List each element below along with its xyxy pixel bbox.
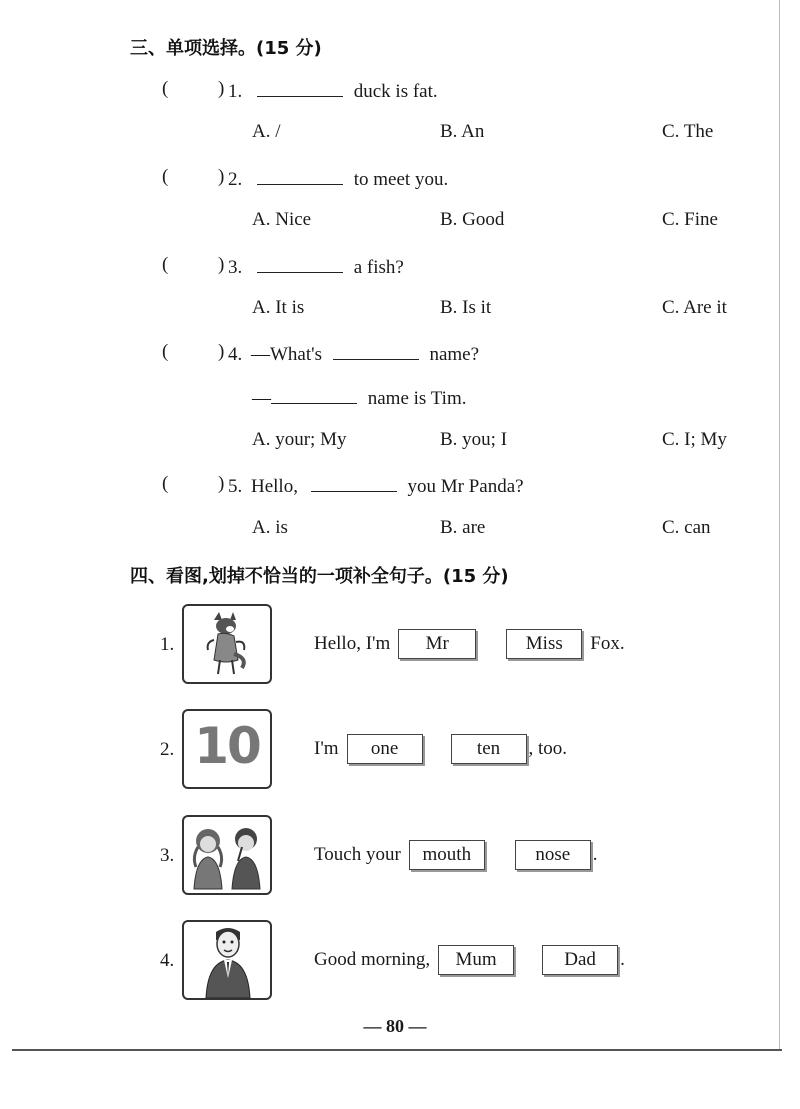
- question-1: [228, 78, 438, 103]
- sentence-end: .: [620, 949, 625, 970]
- option-b: B. are: [440, 517, 486, 538]
- two-children-picture: [182, 815, 272, 895]
- choice-box-mouth[interactable]: mouth: [409, 840, 485, 870]
- question-text: name is Tim.: [367, 388, 467, 409]
- dialog-dash: —: [252, 388, 271, 409]
- sentence-end: .: [592, 844, 598, 865]
- question-text: a fish?: [353, 257, 404, 278]
- choice-box-mum[interactable]: Mum: [438, 945, 514, 975]
- answer-blank[interactable]: [333, 341, 419, 360]
- answer-paren-close-4: ): [218, 341, 225, 362]
- question-5: [228, 473, 524, 498]
- number-ten-graphic: 10: [194, 717, 260, 775]
- answer-paren-open-3: (: [162, 254, 169, 275]
- page-edge-line: [779, 0, 780, 1050]
- section4-title: 四、看图,划掉不恰当的一项补全句子。(15 分): [130, 566, 509, 587]
- answer-blank[interactable]: [271, 385, 357, 404]
- option-a: A. is: [252, 517, 288, 538]
- option-a: A. It is: [252, 297, 305, 318]
- answer-blank[interactable]: [311, 473, 397, 492]
- sentence-text: Good morning,: [314, 949, 431, 970]
- item-number: 1.: [160, 634, 175, 655]
- option-a: A. your; My: [252, 429, 347, 450]
- man-picture: [182, 920, 272, 1000]
- question-text-before: —What's: [251, 344, 322, 365]
- question-text: name?: [429, 344, 480, 365]
- option-a: A. /: [252, 121, 281, 142]
- question-text: duck is fat.: [353, 81, 438, 102]
- man-icon: [184, 922, 270, 998]
- sentence-text: Touch your: [314, 844, 401, 865]
- item-2-sentence: [314, 734, 567, 764]
- answer-paren-close-5: ): [218, 473, 225, 494]
- choice-box-dad[interactable]: Dad: [542, 945, 618, 975]
- option-c: C. The: [662, 121, 714, 142]
- answer-paren-open-2: (: [162, 166, 169, 187]
- choice-box-miss[interactable]: Miss: [506, 629, 582, 659]
- option-c: C. Are it: [662, 297, 727, 318]
- option-a: A. Nice: [252, 209, 312, 230]
- number-ten-picture: [182, 709, 272, 789]
- option-b: B. Good: [440, 209, 505, 230]
- question-number: 3.: [228, 257, 243, 278]
- sentence-text: I'm: [314, 738, 339, 759]
- question-text-before: Hello,: [251, 476, 298, 497]
- answer-paren-close-1: ): [218, 78, 225, 99]
- sentence-text: Hello, I'm: [314, 633, 391, 654]
- sentence-end: Fox.: [590, 633, 625, 654]
- answer-paren-open-5: (: [162, 473, 169, 494]
- choice-box-mr[interactable]: Mr: [398, 629, 476, 659]
- option-c: C. I; My: [662, 429, 727, 450]
- option-b: B. An: [440, 121, 485, 142]
- item-1-sentence: [314, 629, 625, 659]
- answer-blank[interactable]: [257, 254, 343, 273]
- fox-picture: [182, 604, 272, 684]
- option-b: B. you; I: [440, 429, 508, 450]
- answer-paren-open-4: (: [162, 341, 169, 362]
- sentence-end: , too.: [528, 738, 568, 759]
- question-2: [228, 166, 448, 191]
- question-number: 2.: [228, 169, 243, 190]
- answer-paren-open-1: (: [162, 78, 169, 99]
- choice-box-nose[interactable]: nose: [515, 840, 591, 870]
- option-b: B. Is it: [440, 297, 492, 318]
- footer-divider: [12, 1049, 782, 1051]
- question-4-line2: [252, 385, 466, 410]
- question-text: you Mr Panda?: [407, 476, 524, 497]
- question-3: [228, 254, 404, 279]
- fox-icon: [184, 606, 270, 682]
- children-icon: [184, 817, 270, 893]
- option-c: C. Fine: [662, 209, 718, 230]
- item-number: 4.: [160, 950, 175, 971]
- item-number: 2.: [160, 739, 175, 760]
- section3-title: 三、单项选择。(15 分): [130, 38, 322, 59]
- item-3-sentence: [314, 840, 598, 870]
- answer-paren-close-3: ): [218, 254, 225, 275]
- choice-box-ten[interactable]: ten: [451, 734, 527, 764]
- item-4-sentence: [314, 945, 625, 975]
- question-number: 1.: [228, 81, 243, 102]
- page-number: — 80 —: [363, 1016, 427, 1036]
- answer-blank[interactable]: [257, 78, 343, 97]
- item-number: 3.: [160, 845, 175, 866]
- question-number: 4.: [228, 344, 243, 365]
- question-4: [228, 341, 479, 366]
- answer-blank[interactable]: [257, 166, 343, 185]
- answer-paren-close-2: ): [218, 166, 225, 187]
- option-c: C. can: [662, 517, 711, 538]
- question-text: to meet you.: [353, 169, 449, 190]
- choice-box-one[interactable]: one: [347, 734, 423, 764]
- question-number: 5.: [228, 476, 243, 497]
